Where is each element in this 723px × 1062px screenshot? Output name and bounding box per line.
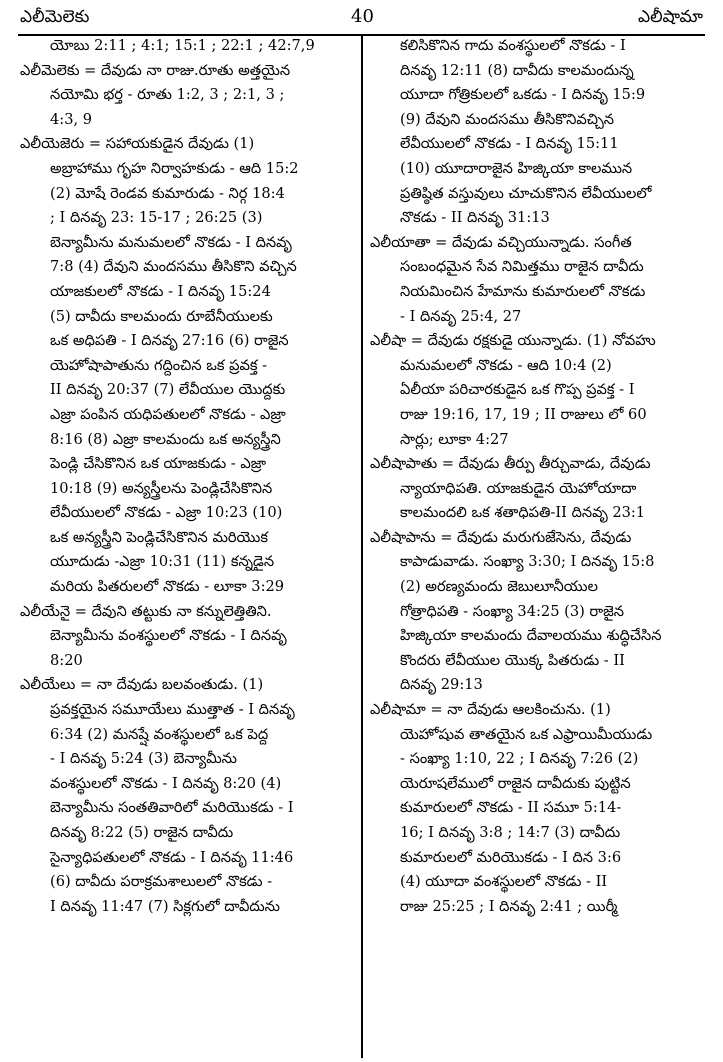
entry-text-line: కాపాడువాడు. సంఖ్యా 3:30; I దినవృ 15:8: [400, 553, 655, 571]
entry-text-line: 7:8 (4) దేవుని మందసము తీసికొని వచ్చిన: [50, 258, 297, 276]
left-column: [20, 34, 355, 919]
entry-text-line: కుమారులలో మరియొకడు - I దిన 3:6: [400, 848, 622, 866]
entry-text-line: (9) దేవుని మందసము తీసికొనివచ్చిన: [400, 110, 615, 128]
entry-text-line: యాజకులలో నొకడు - I దినవృ 15:24: [50, 282, 271, 300]
entry-headword-line: ఎలీయేనై = దేవుని తట్టుకు నా కన్నులెత్తితిని.: [20, 602, 272, 620]
entry-text-line: హిజ్కియా కాలమందు దేవాలయము శుద్ధిచేసిన: [400, 627, 662, 645]
entry-text-line: లేవీయులలో నొకడు - I దినవృ 15:11: [400, 135, 619, 153]
entry-text-line: కొందరు లేవీయుల యొక్క పితరుడు - II: [400, 651, 625, 669]
entry-text-line: ఎజ్రా పంపిన యధిపతులలో నొకడు - ఎజ్రా: [50, 405, 286, 423]
entry-text-line: II దినవృ 20:37 (7) లేవీయుల యొద్దకు: [50, 381, 286, 399]
entry-text-line: - I దినవృ 5:24 (3) బెన్యామీను: [50, 750, 237, 768]
page-number: 40: [351, 6, 374, 27]
entry-text-line: ఒక అధిపతి - I దినవృ 27:16 (6) రాజైన: [50, 332, 289, 350]
running-head-right: ఎలీషామా: [638, 7, 703, 27]
entry-headword-line: ఎలీషా = దేవుడు రక్షకుడై యున్నాడు. (1) నోవహు: [370, 332, 656, 350]
entry-text-line: దినవృ 29:13: [400, 676, 483, 694]
entry-text-line: 8:20: [50, 651, 83, 669]
entry-headword-line: ఎలీయెజెరు = సహాయకుడైన దేవుడు (1): [20, 135, 255, 153]
entry-text-line: నొకడు - II దినవృ 31:13: [400, 209, 550, 227]
entry-text-line: సార్లు; లూకా 4:27: [400, 430, 509, 448]
entry-text-line: దినవృ 12:11 (8) దావీదు కాలమందున్న: [400, 61, 634, 79]
entry-headword-line: ఎలీషామా = నా దేవుడు ఆలకించును. (1): [370, 701, 611, 719]
column-divider: [361, 36, 363, 1058]
entry-text-line: బెన్యామీను వంశస్థులలో నొకడు - I దినవృ: [50, 627, 287, 645]
entry-text-line: 8:16 (8) ఎజ్రా కాలమందు ఒక అన్యస్త్రీని: [50, 430, 281, 448]
entry-headword-line: ఎలీషాపాతు = దేవుడు తీర్పు తీర్చువాడు, దేవుడు: [370, 455, 651, 473]
entry-text-line: ; I దినవృ 23: 15-17 ; 26:25 (3): [50, 209, 263, 227]
entry-text-line: సంబంధమైన సేవ నిమిత్తము రాజైన దావీదు: [400, 258, 644, 276]
entry-text-line: యెహోషాపాతును గద్దించిన ఒక ప్రవక్త -: [50, 356, 268, 374]
entry-text-line: - సంఖ్యా 1:10, 22 ; I దినవృ 7:26 (2): [400, 750, 639, 768]
entry-text-line: ఏలీయా పరిచారకుడైన ఒక గొప్ప ప్రవక్త - I: [400, 381, 635, 399]
entry-text-line: లేవీయులలో నొకడు - ఎజ్రా 10:23 (10): [50, 504, 283, 522]
entry-headword-line: ఎలీమెలెకు = దేవుడు నా రాజు.రూతు అత్తయైన: [20, 61, 291, 79]
entry-text-line: యూదుడు -ఎజ్రా 10:31 (11) కన్నడైన: [50, 553, 275, 571]
entry-text-line: నయోమి భర్త - రూతు 1:2, 3 ; 2:1, 3 ;: [50, 86, 285, 104]
entry-text-line: గోత్రాధిపతి - సంఖ్యా 34:25 (3) రాజైన: [400, 602, 625, 620]
entry-text-line: (4) యూదా వంశస్థులలో నొకడు - II: [400, 873, 608, 891]
entry-headword-line: ఎలీషాపాను = దేవుడు మరుగుజేసెను, దేవుడు: [370, 528, 632, 546]
entry-text-line: (2) మోషే రెండవ కుమారుడు - నిర్గ 18:4: [50, 184, 285, 202]
right-column: [370, 34, 705, 919]
entry-text-line: న్యాయాధిపతి. యాజకుడైన యెహోయాదా: [400, 479, 637, 497]
entry-text-line: యెరూషలేములో రాజైన దావీదుకు పుట్టిన: [400, 774, 631, 792]
entry-headword-line: ఎలీయాతా = దేవుడు వచ్చియున్నాడు. సంగీత: [370, 233, 632, 251]
running-head-left: ఎలీమెలెకు: [20, 7, 90, 27]
entry-text-line: రాజు 25:25 ; I దినవృ 2:41 ; యిర్మీ: [400, 897, 618, 915]
entry-text-line: ఒక అన్యస్త్రీని పెండ్లిచేసికొనిన మరియొక: [50, 528, 268, 546]
entry-text-line: రాజు 19:16, 17, 19 ; II రాజులు లో 60: [400, 405, 647, 423]
entry-text-line: నియమించిన హేమాను కుమారులలో నొకడు: [400, 282, 646, 300]
entry-text-line: పెండ్లి చేసికొనిన ఒక యాజకుడు - ఎజ్రా: [50, 455, 266, 473]
entry-text-line: 4:3, 9: [50, 110, 93, 128]
entry-text-line: యెహోషువ తాతయైన ఒక ఎఫ్రాయిమీయుడు: [400, 725, 653, 743]
entry-text-line: బెన్యామీను మనుమలలో నొకడు - I దినవృ: [50, 233, 292, 251]
entry-text-line: కాలమందలి ఒక శతాధిపతి-II దినవృ 23:1: [400, 504, 646, 522]
entry-text-line: ప్రతిష్ఠిత వస్తువులు చూచుకొనిన లేవీయులలో: [400, 184, 652, 202]
entry-text-line: కలిసికొనిన గాదు వంశస్థులలో నొకడు - I: [400, 37, 626, 54]
entry-text-line: (2) అరణ్యమందు జెబులూనీయుల: [400, 578, 598, 596]
entry-text-line: (6) దావీదు పరాక్రమశాలులలో నొకడు -: [50, 873, 273, 891]
entry-headword-line: ఎలీయేలు = నా దేవుడు బలవంతుడు. (1): [20, 676, 264, 694]
entry-text-line: మనుమలలో నొకడు - ఆది 10:4 (2): [400, 356, 612, 374]
entry-text-line: కుమారులలో నొకడు - II సమూ 5:14-: [400, 799, 622, 817]
entry-text-line: ప్రవక్తయైన సమూయేలు ముత్తాత - I దినవృ: [50, 701, 295, 719]
entry-text-line: సైన్యాధిపతులలో నొకడు - I దినవృ 11:46: [50, 848, 294, 866]
entry-text-line: యోబు 2:11 ; 4:1; 15:1 ; 22:1 ; 42:7,9: [50, 37, 315, 54]
entry-text-line: 10:18 (9) అన్యస్త్రీలను పెండ్లిచేసికొనిన: [50, 479, 273, 497]
entry-text-line: మరియ పితరులలో నొకడు - లూకా 3:29: [50, 578, 285, 596]
entry-text-line: యూదా గోత్రికులలో ఒకడు - I దినవృ 15:9: [400, 86, 646, 104]
entry-text-line: దినవృ 8:22 (5) రాజైన దావీదు: [50, 824, 234, 841]
entry-text-line: (5) దావీదు కాలమందు రూబేనీయులకు: [50, 307, 273, 325]
entry-text-line: అబ్రాహాము గృహ నిర్వాహకుడు - ఆది 15:2: [50, 159, 299, 177]
entry-text-line: బెన్యామీను సంతతివారిలో మరియొకడు - I: [50, 799, 294, 817]
entry-text-line: 16; I దినవృ 3:8 ; 14:7 (3) దావీదు: [400, 824, 621, 841]
entry-text-line: I దినవృ 11:47 (7) సిక్లగులో దావీదును: [50, 897, 280, 915]
entry-text-line: (10) యూదారాజైన హిజ్కియా కాలమున: [400, 159, 633, 177]
entry-text-line: - I దినవృ 25:4, 27: [400, 307, 522, 325]
entry-text-line: వంశస్థులలో నొకడు - I దినవృ 8:20 (4): [50, 774, 282, 792]
entry-text-line: 6:34 (2) మనష్షే వంశస్థులలో ఒక పెద్ద: [50, 725, 269, 743]
